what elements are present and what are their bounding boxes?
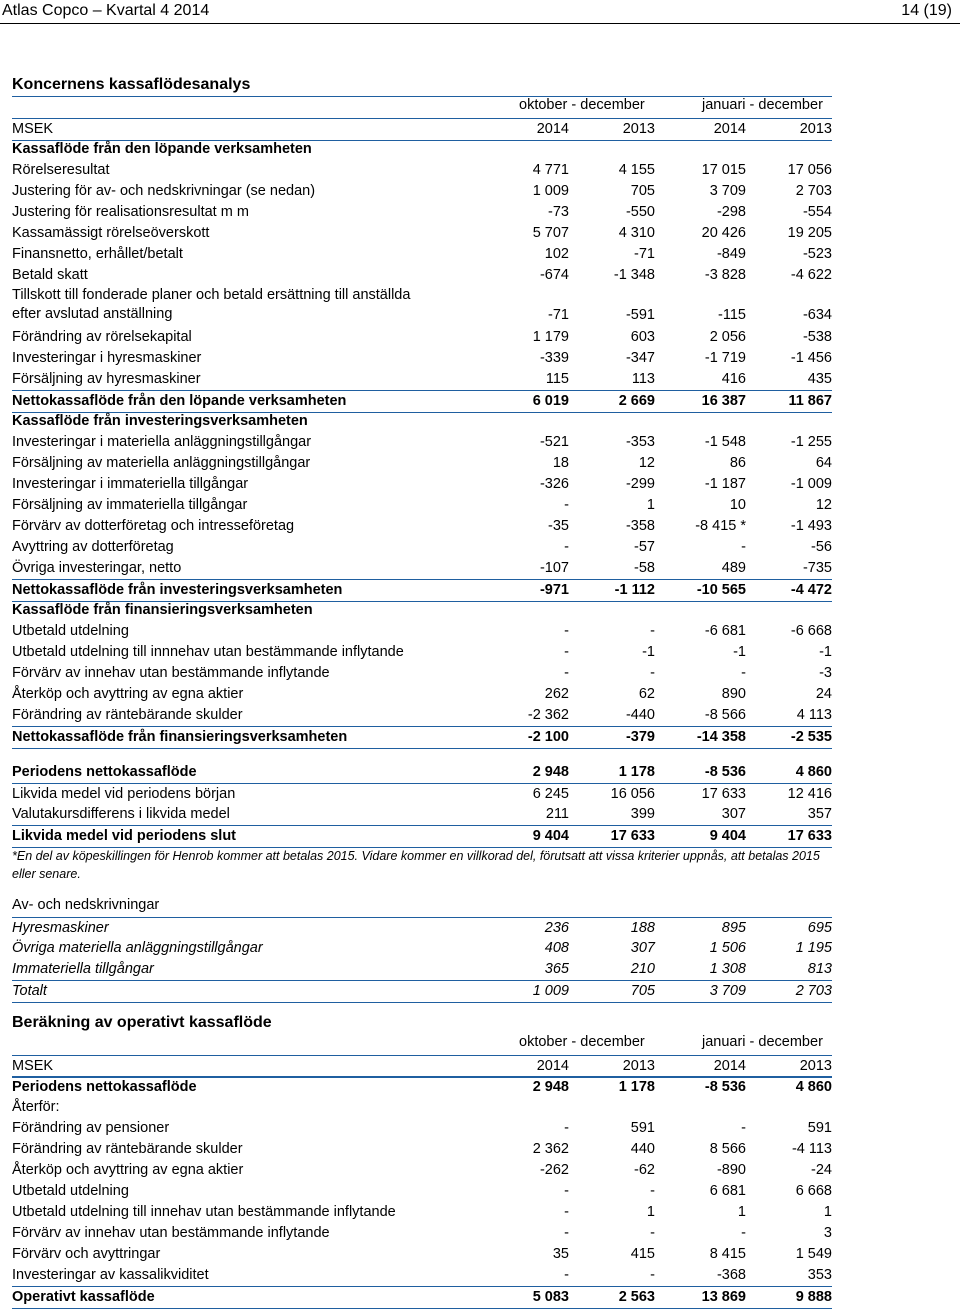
cell-value: 8 415 xyxy=(709,1246,746,1262)
cell-value: 4 771 xyxy=(532,162,569,178)
cell-value: -1 493 xyxy=(790,518,832,534)
table-row xyxy=(12,1097,832,1118)
table-row xyxy=(12,579,832,602)
row-label: Övriga investeringar, netto xyxy=(12,560,182,576)
cell-value: 813 xyxy=(807,961,832,977)
cell-value: -71 xyxy=(634,246,655,262)
cell-value: -14 358 xyxy=(696,729,746,745)
cell-value: -1 xyxy=(819,644,832,660)
row-label: Periodens nettokassaflöde xyxy=(12,1079,197,1095)
cell-value: 2 669 xyxy=(618,393,655,409)
cell-value: 1 549 xyxy=(795,1246,832,1262)
table-row xyxy=(12,411,832,432)
cell-value: 4 860 xyxy=(795,1079,832,1095)
row-label: Återför: xyxy=(12,1099,60,1115)
cell-value: - xyxy=(741,1120,746,1136)
row-label: Justering för av- och nedskrivningar (se nedan) xyxy=(12,183,316,199)
cell-value: 20 426 xyxy=(701,225,746,241)
cell-value: 1 xyxy=(646,1204,655,1220)
cell-value: -115 xyxy=(718,307,746,323)
cell-value: 9 404 xyxy=(532,828,569,844)
section-title-depreciation: Av- och nedskrivningar xyxy=(12,897,160,913)
cell-value: 705 xyxy=(630,183,655,199)
table-row xyxy=(12,1181,832,1202)
cell-value: - xyxy=(741,1225,746,1241)
cell-value: 1 xyxy=(823,1204,832,1220)
cell-value: -1 xyxy=(642,644,655,660)
page-number: 14 (19) xyxy=(901,2,952,19)
cell-value: -298 xyxy=(716,204,746,220)
row-label: Försäljning av hyresmaskiner xyxy=(12,371,201,387)
row-label: Avyttring av dotterföretag xyxy=(12,539,174,555)
cell-value: - xyxy=(650,1183,655,1199)
row-label: Återköp och avyttring av egna aktier xyxy=(12,1162,244,1178)
cell-value: 307 xyxy=(630,940,655,956)
table-row xyxy=(12,705,832,726)
cell-value: 1 178 xyxy=(618,764,655,780)
cell-value: -3 828 xyxy=(704,267,746,283)
row-label: Förändring av rörelsekapital xyxy=(12,329,192,345)
year-header: 2014 xyxy=(536,1058,569,1074)
table-row xyxy=(12,621,832,642)
row-label: Utbetald utdelning till innehav utan bestämmande inflytande xyxy=(12,1204,396,1220)
cell-value: 603 xyxy=(630,329,655,345)
unit-label: MSEK xyxy=(12,121,54,137)
cell-value: -2 535 xyxy=(790,729,832,745)
cell-value: - xyxy=(564,1225,569,1241)
year-header: 2013 xyxy=(799,1058,832,1074)
cell-value: -634 xyxy=(802,307,832,323)
row-label: Operativt kassaflöde xyxy=(12,1289,155,1305)
cell-value: 2 948 xyxy=(532,764,569,780)
table-row xyxy=(12,600,832,621)
row-label: Förvärv och avyttringar xyxy=(12,1246,161,1262)
cell-value: -1 112 xyxy=(614,582,655,598)
row-label-line: Tillskott till fonderade planer och betald ersättning till anställda xyxy=(12,287,411,303)
cell-value: 113 xyxy=(631,371,655,387)
cell-value: - xyxy=(564,539,569,555)
row-label: Utbetald utdelning xyxy=(12,1183,129,1199)
cell-value: -8 536 xyxy=(704,1079,746,1095)
table-row xyxy=(12,202,832,223)
cell-value: -2 362 xyxy=(527,707,569,723)
cell-value: 8 566 xyxy=(709,1141,746,1157)
table-row xyxy=(12,369,832,390)
cell-value: -56 xyxy=(811,539,832,555)
row-label: Övriga materiella anläggningstillgångar xyxy=(12,940,263,956)
cell-value: - xyxy=(650,1267,655,1283)
cell-value: -24 xyxy=(811,1162,832,1178)
row-label: Periodens nettokassaflöde xyxy=(12,764,197,780)
cell-value: - xyxy=(564,1204,569,1220)
cell-value: 489 xyxy=(721,560,746,576)
cell-value: -262 xyxy=(539,1162,569,1178)
row-label: Immateriella tillgångar xyxy=(12,961,154,977)
cell-value: 1 506 xyxy=(709,940,746,956)
row-label: Kassamässigt rörelseöverskott xyxy=(12,225,210,241)
row-label: Likvida medel vid periodens slut xyxy=(12,828,237,844)
cell-value: 591 xyxy=(630,1120,655,1136)
cell-value: 435 xyxy=(807,371,832,387)
row-label: Försäljning av immateriella tillgångar xyxy=(12,497,248,513)
cell-value: 16 056 xyxy=(610,786,655,802)
cell-value: -591 xyxy=(625,307,655,323)
row-label: Valutakursdifferens i likvida medel xyxy=(12,806,230,822)
period-label-full-year: januari - december xyxy=(702,1034,823,1050)
cell-value: -299 xyxy=(625,476,655,492)
table-row xyxy=(12,804,832,825)
row-label-line: efter avslutad anställning xyxy=(12,306,173,322)
table-row xyxy=(12,917,832,939)
table-row xyxy=(12,684,832,705)
cell-value: 353 xyxy=(807,1267,832,1283)
cell-value: -1 xyxy=(733,644,746,660)
cell-value: 10 xyxy=(729,497,746,513)
cell-value: - xyxy=(564,1267,569,1283)
cell-value: -107 xyxy=(539,560,569,576)
cell-value: 9 404 xyxy=(709,828,746,844)
row-label: Investeringar i immateriella tillgångar xyxy=(12,476,249,492)
table-row xyxy=(12,139,832,160)
cell-value: -6 681 xyxy=(704,623,746,639)
row-label: Investeringar i hyresmaskiner xyxy=(12,350,202,366)
table-row xyxy=(12,495,832,516)
row-label: Likvida medel vid periodens början xyxy=(12,786,236,802)
row-label: Utbetald utdelning xyxy=(12,623,129,639)
row-label xyxy=(12,286,410,324)
cell-value: -890 xyxy=(716,1162,746,1178)
cell-value: -6 668 xyxy=(790,623,832,639)
cell-value: -2 100 xyxy=(527,729,569,745)
table-row xyxy=(12,286,832,326)
cell-value: 5 083 xyxy=(532,1289,569,1305)
footnote: *En del av köpeskillingen för Henrob kommer att betalas 2015. Vidare kommer en villkorad del, förutsatt att vissa kriterier uppnås, att betalas 2015 eller senare. xyxy=(12,849,820,881)
cell-value: - xyxy=(564,623,569,639)
period-label-q4: oktober - december xyxy=(519,1034,645,1050)
cell-value: 211 xyxy=(545,806,569,822)
section-title-operating-cashflow: Beräkning av operativt kassaflöde xyxy=(12,1014,272,1031)
table-row xyxy=(12,160,832,181)
cell-value: -1 348 xyxy=(613,267,655,283)
cell-value: 188 xyxy=(630,920,655,936)
table-row xyxy=(12,390,832,413)
page-header xyxy=(0,0,960,22)
cell-value: -521 xyxy=(539,434,569,450)
cell-value: -8 566 xyxy=(704,707,746,723)
cell-value: 1 178 xyxy=(618,1079,655,1095)
cell-value: 4 113 xyxy=(796,707,832,723)
cell-value: -735 xyxy=(802,560,832,576)
cell-value: 4 310 xyxy=(618,225,655,241)
cell-value: -71 xyxy=(548,307,569,323)
cell-value: - xyxy=(564,1120,569,1136)
cell-value: 24 xyxy=(815,686,832,702)
row-label: Justering för realisationsresultat m m xyxy=(12,204,249,220)
table-row xyxy=(12,783,832,805)
cell-value: 12 xyxy=(638,455,655,471)
cell-value: 11 867 xyxy=(788,393,832,409)
cell-value: -674 xyxy=(539,267,569,283)
cell-value: 416 xyxy=(721,371,746,387)
cell-value: 62 xyxy=(638,686,655,702)
table-row xyxy=(12,348,832,369)
cell-value: 102 xyxy=(544,246,569,262)
row-label: Investeringar av kassalikviditet xyxy=(12,1267,209,1283)
cell-value: 18 xyxy=(552,455,569,471)
table-row xyxy=(12,516,832,537)
cell-value: -550 xyxy=(625,204,655,220)
cell-value: 6 245 xyxy=(532,786,569,802)
year-header: 2014 xyxy=(713,1058,746,1074)
row-label: Utbetald utdelning till innnehav utan bestämmande inflytande xyxy=(12,644,404,660)
cell-value: -10 565 xyxy=(696,582,746,598)
cell-value: -1 187 xyxy=(704,476,746,492)
cell-value: 408 xyxy=(544,940,569,956)
cell-value: -57 xyxy=(634,539,655,555)
column-header-row xyxy=(12,1055,832,1078)
cell-value: -440 xyxy=(625,707,655,723)
table-row xyxy=(12,537,832,558)
row-label: Rörelseresultat xyxy=(12,162,110,178)
cell-value: 12 xyxy=(815,497,832,513)
cell-value: 17 633 xyxy=(787,828,832,844)
cell-value: -849 xyxy=(716,246,746,262)
report-title: Atlas Copco – Kvartal 4 2014 xyxy=(2,2,210,19)
cell-value: 6 019 xyxy=(532,393,569,409)
cell-value: 210 xyxy=(630,961,655,977)
cell-value: -4 113 xyxy=(791,1141,832,1157)
row-label: Förvärv av dotterföretag och intresseföretag xyxy=(12,518,295,534)
row-label: Kassaflöde från den löpande verksamheten xyxy=(12,141,312,157)
cell-value: - xyxy=(741,665,746,681)
table-row xyxy=(12,1223,832,1244)
cell-value: 1 195 xyxy=(795,940,832,956)
cell-value: 1 xyxy=(737,1204,746,1220)
table-row xyxy=(12,265,832,286)
cell-value: 440 xyxy=(630,1141,655,1157)
year-header: 2013 xyxy=(622,121,655,137)
cell-value: 86 xyxy=(729,455,746,471)
table-row xyxy=(12,980,832,1003)
cell-value: -62 xyxy=(634,1162,655,1178)
cell-value: 2 703 xyxy=(795,983,832,999)
cell-value: 591 xyxy=(807,1120,832,1136)
row-label: Nettokassaflöde från finansieringsverksamheten xyxy=(12,729,348,745)
cell-value: -538 xyxy=(802,329,832,345)
header-rule xyxy=(0,23,960,24)
cell-value: -1 255 xyxy=(790,434,832,450)
cell-value: 399 xyxy=(630,806,655,822)
cell-value: 9 888 xyxy=(795,1289,832,1305)
cell-value: -326 xyxy=(539,476,569,492)
table-row xyxy=(12,558,832,579)
row-label: Betald skatt xyxy=(12,267,88,283)
cell-value: 3 709 xyxy=(709,183,746,199)
row-label: Förvärv av innehav utan bestämmande inflytande xyxy=(12,1225,330,1241)
table-row xyxy=(12,938,832,959)
table-row xyxy=(12,1160,832,1181)
table-row xyxy=(12,1286,832,1309)
cell-value: - xyxy=(564,1183,569,1199)
cell-value: -554 xyxy=(802,204,832,220)
cell-value: 17 015 xyxy=(701,162,746,178)
cell-value: 2 362 xyxy=(532,1141,569,1157)
cell-value: -4 472 xyxy=(790,582,832,598)
table-row xyxy=(12,825,832,848)
table-row xyxy=(12,762,832,783)
table-row xyxy=(12,223,832,244)
cell-value: -379 xyxy=(625,729,655,745)
cell-value: 705 xyxy=(630,983,655,999)
cell-value: -358 xyxy=(625,518,655,534)
cell-value: 1 009 xyxy=(532,183,569,199)
cell-value: -347 xyxy=(625,350,655,366)
row-label: Investeringar i materiella anläggningstillgångar xyxy=(12,434,312,450)
cell-value: - xyxy=(741,539,746,555)
cell-value: 5 707 xyxy=(532,225,569,241)
cell-value: 2 563 xyxy=(618,1289,655,1305)
cell-value: 3 xyxy=(823,1225,832,1241)
table-row xyxy=(12,959,832,980)
row-label: Finansnetto, erhållet/betalt xyxy=(12,246,183,262)
cell-value: 2 056 xyxy=(709,329,746,345)
year-header: 2013 xyxy=(799,121,832,137)
cell-value: 64 xyxy=(815,455,832,471)
cell-value: 17 633 xyxy=(610,828,655,844)
cell-value: 19 205 xyxy=(787,225,832,241)
cell-value: -8 415 * xyxy=(695,518,746,534)
cell-value: 1 179 xyxy=(532,329,569,345)
table-row xyxy=(12,663,832,684)
cell-value: - xyxy=(564,644,569,660)
cell-value: -3 xyxy=(819,665,832,681)
cell-value: 236 xyxy=(544,920,569,936)
table-row xyxy=(12,1076,832,1098)
table-row xyxy=(12,1244,832,1265)
table-row xyxy=(12,1118,832,1139)
row-label: Nettokassaflöde från investeringsverksamheten xyxy=(12,582,343,598)
cell-value: 2 703 xyxy=(795,183,832,199)
section-title-cashflow: Koncernens kassaflödesanalys xyxy=(12,76,251,93)
cell-value: -35 xyxy=(548,518,569,534)
cell-value: 307 xyxy=(721,806,746,822)
period-label-full-year: januari - december xyxy=(702,97,823,113)
table-row xyxy=(12,1139,832,1160)
cell-value: 1 009 xyxy=(532,983,569,999)
cell-value: 695 xyxy=(807,920,832,936)
column-header-row xyxy=(12,118,832,141)
row-label: Kassaflöde från finansieringsverksamheten xyxy=(12,602,313,618)
cell-value: -73 xyxy=(548,204,569,220)
row-label: Förändring av pensioner xyxy=(12,1120,170,1136)
cell-value: -1 548 xyxy=(704,434,746,450)
table-row xyxy=(12,453,832,474)
row-label: Förvärv av innehav utan bestämmande inflytande xyxy=(12,665,330,681)
cell-value: -339 xyxy=(539,350,569,366)
cell-value: 1 xyxy=(646,497,655,513)
cell-value: 415 xyxy=(630,1246,655,1262)
table-row xyxy=(12,642,832,663)
cell-value: 35 xyxy=(552,1246,569,1262)
cell-value: - xyxy=(650,623,655,639)
row-label: Återköp och avyttring av egna aktier xyxy=(12,686,244,702)
table-row xyxy=(12,726,832,749)
year-header: 2013 xyxy=(622,1058,655,1074)
year-header: 2014 xyxy=(536,121,569,137)
cell-value: 262 xyxy=(544,686,569,702)
cell-value: -1 719 xyxy=(704,350,746,366)
table-row xyxy=(12,244,832,265)
year-header: 2014 xyxy=(713,121,746,137)
cell-value: 12 416 xyxy=(787,786,832,802)
cell-value: 17 056 xyxy=(787,162,832,178)
cell-value: -971 xyxy=(539,582,569,598)
cell-value: 6 668 xyxy=(795,1183,832,1199)
cell-value: 6 681 xyxy=(709,1183,746,1199)
cell-value: -58 xyxy=(634,560,655,576)
cell-value: -368 xyxy=(716,1267,746,1283)
cell-value: 1 308 xyxy=(709,961,746,977)
unit-label: MSEK xyxy=(12,1058,54,1074)
table-row xyxy=(12,181,832,202)
period-label-q4: oktober - december xyxy=(519,97,645,113)
cell-value: - xyxy=(650,1225,655,1241)
cell-value: 365 xyxy=(544,961,569,977)
cell-value: 357 xyxy=(807,806,832,822)
cell-value: -1 009 xyxy=(790,476,832,492)
row-label: Nettokassaflöde från den löpande verksamheten xyxy=(12,393,347,409)
cell-value: 895 xyxy=(721,920,746,936)
cell-value: -523 xyxy=(802,246,832,262)
table-row xyxy=(12,1265,832,1286)
cell-value: -4 622 xyxy=(790,267,832,283)
cell-value: 4 155 xyxy=(618,162,655,178)
table-row xyxy=(12,432,832,453)
cell-value: 4 860 xyxy=(795,764,832,780)
cell-value: 2 948 xyxy=(532,1079,569,1095)
row-label: Försäljning av materiella anläggningstillgångar xyxy=(12,455,311,471)
row-label: Förändring av räntebärande skulder xyxy=(12,707,243,723)
table-row xyxy=(12,474,832,495)
cell-value: 115 xyxy=(545,371,569,387)
table-row xyxy=(12,327,832,348)
cell-value: 3 709 xyxy=(709,983,746,999)
cell-value: 890 xyxy=(721,686,746,702)
cell-value: 16 387 xyxy=(701,393,746,409)
row-label: Totalt xyxy=(12,983,47,999)
cell-value: - xyxy=(650,665,655,681)
table-row xyxy=(12,1202,832,1223)
row-label: Förändring av räntebärande skulder xyxy=(12,1141,243,1157)
cell-value: - xyxy=(564,665,569,681)
cell-value: 17 633 xyxy=(701,786,746,802)
row-label: Hyresmaskiner xyxy=(12,920,109,936)
cell-value: -353 xyxy=(625,434,655,450)
cell-value: -1 456 xyxy=(790,350,832,366)
cell-value: - xyxy=(564,497,569,513)
cell-value: -8 536 xyxy=(704,764,746,780)
row-label: Kassaflöde från investeringsverksamheten xyxy=(12,413,308,429)
cell-value: 13 869 xyxy=(701,1289,746,1305)
